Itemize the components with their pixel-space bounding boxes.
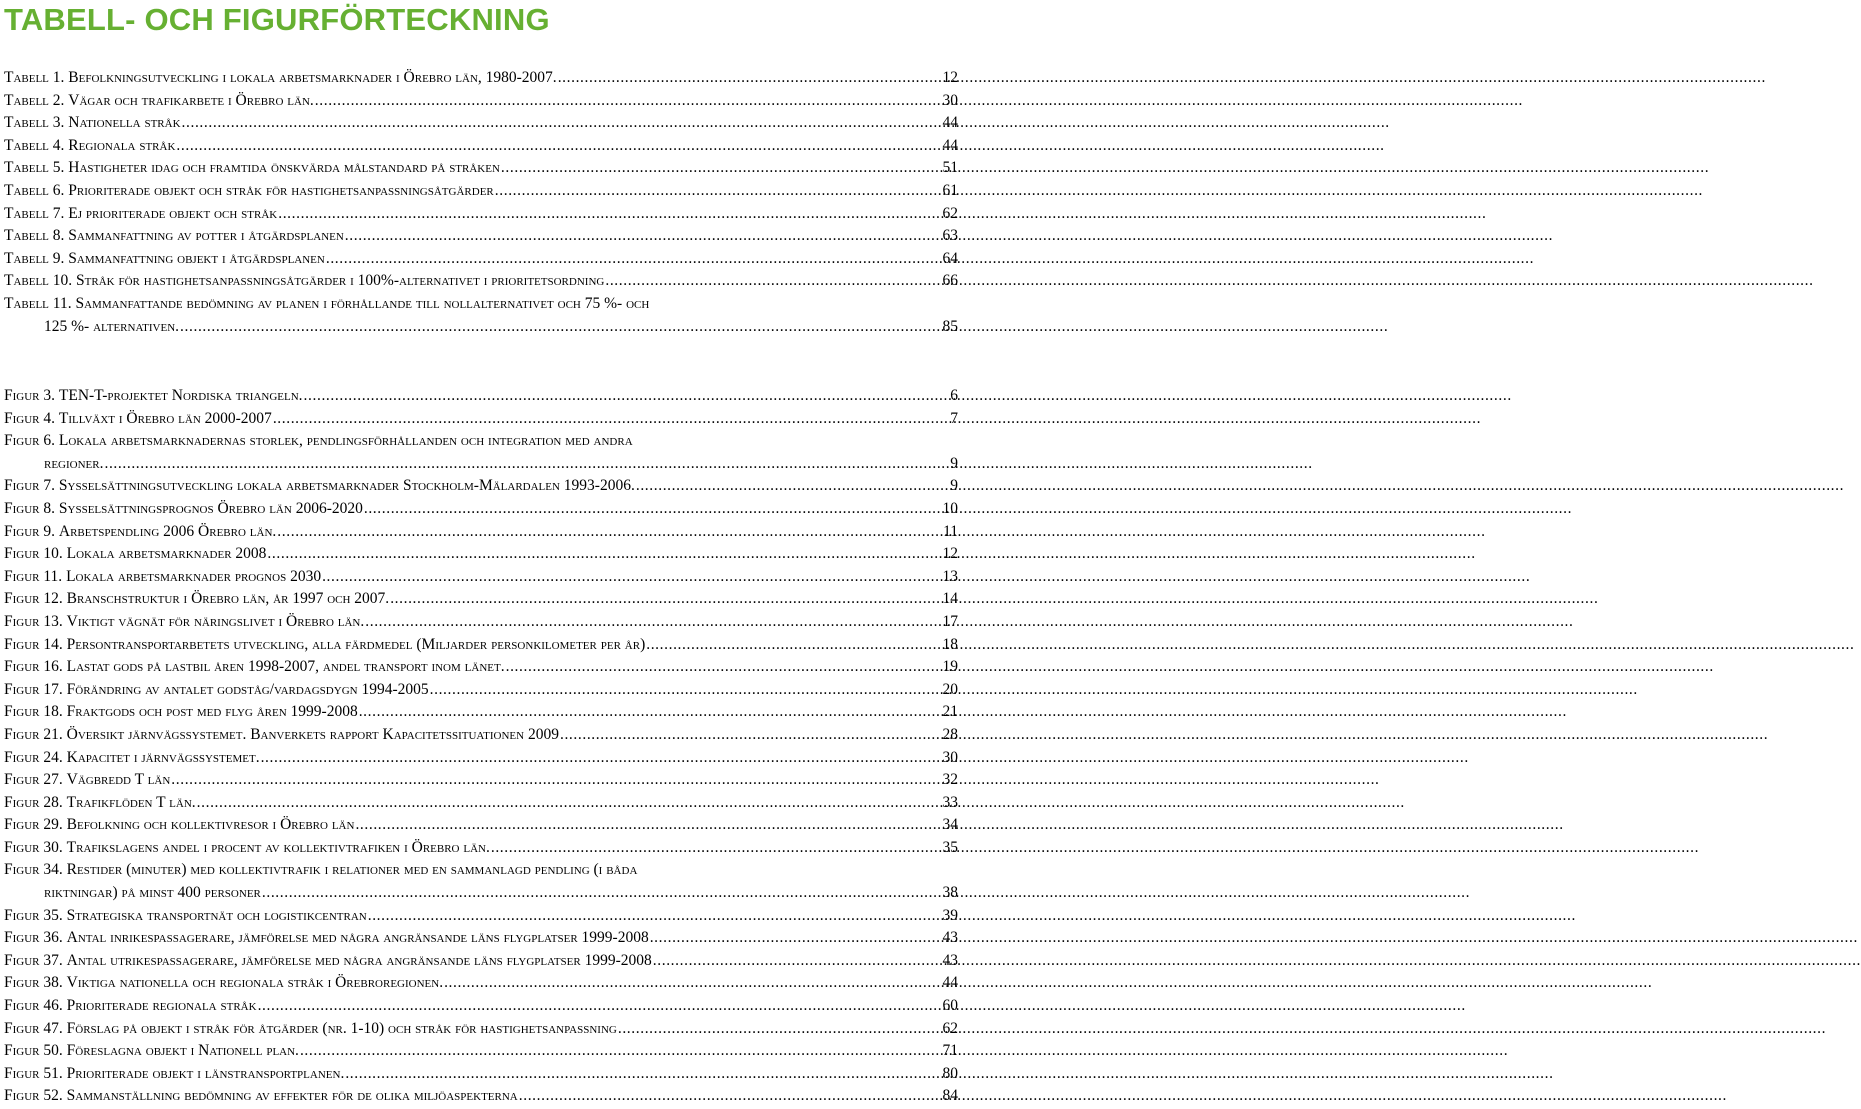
figure-entry[interactable] <box>4 430 958 475</box>
table-label: Tabell 11. <box>4 294 72 312</box>
figure-label: Figur 3. <box>4 387 56 404</box>
figure-title: Sysselsättningsutveckling lokala arbetsmarknader Stockholm-Mälardalen 1993-2006. <box>58 477 635 495</box>
dot-leader <box>345 225 942 248</box>
figure-title: Prioriterade regionala stråk <box>66 997 257 1015</box>
dot-leader <box>618 1018 942 1041</box>
dot-leader <box>519 1085 942 1108</box>
figure-entry[interactable] <box>4 701 958 724</box>
table-page-number: 85 <box>942 317 958 335</box>
figure-page-number: 32 <box>942 771 958 789</box>
figure-label: Figur 21. <box>4 725 63 743</box>
dot-leader <box>104 453 949 476</box>
figure-entry[interactable] <box>4 814 958 837</box>
dot-leader <box>171 769 941 792</box>
figure-entry[interactable] <box>4 588 958 611</box>
figure-entry[interactable] <box>4 972 958 995</box>
figure-page-number: 44 <box>942 974 958 992</box>
dot-leader <box>501 157 942 180</box>
figure-title: Förändring av antalet godståg/vardagsdygn 1994-2005 <box>66 680 429 698</box>
table-entry[interactable] <box>4 270 958 293</box>
table-label: Tabell 3. <box>4 114 65 132</box>
figure-title: Tillväxt i Örebro län 2000-2007 <box>58 409 272 427</box>
table-page-number: 51 <box>942 159 958 177</box>
figure-page-number: 21 <box>942 703 958 721</box>
dot-leader <box>491 837 942 860</box>
dot-leader <box>197 792 942 815</box>
figure-label: Figur 28. <box>4 793 63 811</box>
figure-page-number: 18 <box>942 635 958 653</box>
figure-page-number: 43 <box>942 929 958 947</box>
dot-leader <box>444 972 941 995</box>
dot-leader <box>364 498 942 521</box>
figure-title: Föreslagna objekt i Nationell plan. <box>66 1042 299 1060</box>
figure-title: Kapacitet i järnvägssystemet. <box>66 748 260 766</box>
figure-entry[interactable] <box>4 905 958 928</box>
table-entry[interactable] <box>4 157 958 180</box>
table-entry[interactable] <box>4 135 958 158</box>
dot-leader <box>636 475 949 498</box>
figure-label: Figur 4. <box>4 409 56 427</box>
table-label: Tabell 6. <box>4 181 65 199</box>
table-list <box>4 67 958 338</box>
figure-page-number: 10 <box>942 499 958 517</box>
dot-leader <box>273 408 949 431</box>
figure-page-number: 19 <box>942 658 958 676</box>
figure-title: Lokala arbetsmarknadernas storlek, pendlingsförhållanden och integration med andra <box>58 432 633 450</box>
figure-page-number: 43 <box>942 951 958 969</box>
table-page-number: 62 <box>942 204 958 222</box>
figure-entry[interactable] <box>4 498 958 521</box>
dot-leader <box>646 634 941 657</box>
figure-page-number: 80 <box>942 1064 958 1082</box>
dot-leader <box>278 203 941 226</box>
figure-label: Figur 8. <box>4 499 56 517</box>
figure-title-continued: riktningar) på minst 400 personer <box>44 884 261 902</box>
figure-entry[interactable] <box>4 927 958 950</box>
figure-entry[interactable] <box>4 475 958 498</box>
dot-leader <box>650 927 942 950</box>
figure-label: Figur 6. <box>4 432 56 450</box>
table-label: Tabell 10. <box>4 272 73 290</box>
figure-label: Figur 29. <box>4 816 63 834</box>
table-label: Tabell 9. <box>4 249 65 267</box>
figure-page-number: 38 <box>942 884 958 902</box>
figure-page-number: 34 <box>942 816 958 834</box>
figure-page-number: 6 <box>950 387 958 404</box>
figure-title: Lokala arbetsmarknader prognos 2030 <box>66 567 322 585</box>
figure-entry[interactable] <box>4 1085 958 1108</box>
figure-title: TEN-T-projektet Nordiska triangeln. <box>58 387 303 404</box>
dot-leader <box>261 747 942 770</box>
figure-label: Figur 18. <box>4 703 63 721</box>
figure-entry[interactable] <box>4 1040 958 1063</box>
figure-page-number: 84 <box>942 1087 958 1105</box>
figure-page-number: 11 <box>943 522 958 540</box>
figure-title: Branschstruktur i Örebro län, år 1997 och 2007. <box>66 590 390 608</box>
figure-title: Lokala arbetsmarknader 2008 <box>66 545 267 563</box>
dot-leader <box>368 905 942 928</box>
dot-leader <box>359 701 942 724</box>
figure-title: Antal utrikespassagerare, jämförelse med några angränsande läns flygplatser 1999-2008 <box>66 951 652 969</box>
figure-entry[interactable] <box>4 747 958 770</box>
figure-page-number: 9 <box>950 454 958 472</box>
figure-title: Prioriterade objekt i länstransportplanen. <box>66 1064 345 1082</box>
table-title: Stråk för hastighetsanpassningsåtgärder i 100%-alternativet i prioritetsordning <box>76 272 605 290</box>
dot-leader <box>262 882 942 905</box>
figure-label: Figur 12. <box>4 590 63 608</box>
figure-page-number: 28 <box>942 725 958 743</box>
figure-label: Figur 9. <box>4 522 56 540</box>
table-title: Ej prioriterade objekt och stråk <box>68 204 278 222</box>
table-label: Tabell 5. <box>4 159 65 177</box>
figure-page-number: 33 <box>942 793 958 811</box>
figure-page-number: 30 <box>942 748 958 766</box>
figure-page-number: 7 <box>950 409 958 427</box>
figure-label: Figur 52. <box>4 1087 63 1105</box>
figure-entry[interactable] <box>4 611 958 634</box>
figure-label: Figur 47. <box>4 1019 63 1037</box>
figure-entry[interactable] <box>4 769 958 792</box>
table-entry[interactable] <box>4 293 958 338</box>
table-page-number: 63 <box>942 227 958 245</box>
table-title: Befolkningsutveckling i lokala arbetsmarknader i Örebro län, 1980-2007. <box>68 69 557 86</box>
dot-leader <box>258 995 942 1018</box>
dot-leader <box>560 724 942 747</box>
figure-title: Befolkning och kollektivresor i Örebro län <box>66 816 355 834</box>
dot-leader <box>365 611 941 634</box>
figure-page-number: 12 <box>942 545 958 563</box>
dot-leader <box>315 90 942 113</box>
figure-title: Trafikflöden T län. <box>66 793 196 811</box>
table-entry[interactable] <box>4 112 958 135</box>
figure-label: Figur 35. <box>4 906 63 924</box>
figure-entry[interactable] <box>4 566 958 589</box>
table-page-number: 44 <box>942 114 958 132</box>
figure-title: Strategiska transportnät och logistikcentran <box>66 906 367 924</box>
figure-entry[interactable] <box>4 679 958 702</box>
figure-entry[interactable] <box>4 1063 958 1086</box>
dot-leader <box>277 521 942 544</box>
figure-entry[interactable] <box>4 385 958 408</box>
table-label: Tabell 1. <box>4 69 65 86</box>
table-title: Nationella stråk <box>68 114 181 132</box>
table-entry[interactable] <box>4 67 958 90</box>
dot-leader <box>267 543 941 566</box>
figure-page-number: 35 <box>942 838 958 856</box>
table-title: Vägar och trafikarbete i Örebro län. <box>68 91 314 109</box>
figure-title: Trafikslagens andel i procent av kollektivtrafiken i Örebro län. <box>66 838 490 856</box>
figure-label: Figur 16. <box>4 658 63 676</box>
figure-entry[interactable] <box>4 408 958 431</box>
figure-label: Figur 34. <box>4 861 63 879</box>
table-label: Tabell 8. <box>4 227 65 245</box>
figure-entry[interactable] <box>4 792 958 815</box>
dot-leader <box>495 180 942 203</box>
figure-page-number: 71 <box>942 1042 958 1060</box>
table-title: Sammanfattning av potter i åtgärdsplanen <box>68 227 344 245</box>
figure-list <box>4 385 958 1108</box>
table-title: Sammanfattning objekt i åtgärdsplanen <box>68 249 325 267</box>
dot-leader <box>605 270 941 293</box>
table-title: Prioriterade objekt och stråk för hastighetsanpassningsåtgärder <box>68 181 494 199</box>
figure-entry[interactable] <box>4 1018 958 1041</box>
figure-title: Förslag på objekt i stråk för åtgärder (nr. 1-10) och stråk för hastighetsanpassning <box>66 1019 617 1037</box>
dot-leader <box>300 1040 942 1063</box>
figure-label: Figur 14. <box>4 635 63 653</box>
figure-entry[interactable] <box>4 724 958 747</box>
figure-page-number: 13 <box>942 567 958 585</box>
dot-leader <box>558 67 942 90</box>
figure-label: Figur 30. <box>4 838 63 856</box>
figure-title: Översikt järnvägssystemet. Banverkets rapport Kapacitetssituationen 2009 <box>66 725 559 743</box>
figure-page-number: 20 <box>942 680 958 698</box>
figure-label: Figur 46. <box>4 997 63 1015</box>
table-title: Hastigheter idag och framtida önskvärda målstandard på stråken <box>68 159 500 177</box>
figure-page-number: 14 <box>942 590 958 608</box>
table-title: Sammanfattande bedömning av planen i förhållande till nollalternativet och 75 %- och <box>75 294 650 312</box>
dot-leader <box>430 679 942 702</box>
table-entry[interactable] <box>4 225 958 248</box>
figure-entry[interactable] <box>4 543 958 566</box>
dot-leader <box>506 656 942 679</box>
table-entry[interactable] <box>4 248 958 271</box>
figure-page-number: 60 <box>942 997 958 1015</box>
dot-leader <box>182 112 942 135</box>
table-page-number: 12 <box>942 69 958 86</box>
table-label: Tabell 4. <box>4 136 65 154</box>
dot-leader <box>345 1063 941 1086</box>
figure-title: Viktigt vägnät för näringslivet i Örebro län. <box>66 612 365 630</box>
dot-leader <box>653 950 942 973</box>
dot-leader <box>180 316 941 339</box>
table-page-number: 30 <box>942 91 958 109</box>
figure-label: Figur 36. <box>4 929 63 947</box>
table-page-number: 64 <box>942 249 958 267</box>
figure-title: Sammanställning bedömning av effekter för de olika miljöaspekterna <box>66 1087 518 1105</box>
figure-label: Figur 17. <box>4 680 63 698</box>
figure-page-number: 9 <box>950 477 958 495</box>
figure-page-number: 17 <box>942 612 958 630</box>
figure-label: Figur 27. <box>4 771 63 789</box>
figure-title: Sysselsättningsprognos Örebro län 2006-2020 <box>58 499 363 517</box>
figure-entry[interactable] <box>4 837 958 860</box>
figure-title: Lastat gods på lastbil åren 1998-2007, andel transport inom länet. <box>66 658 505 676</box>
figure-label: Figur 38. <box>4 974 63 992</box>
dot-leader <box>322 566 941 589</box>
table-page-number: 66 <box>942 272 958 290</box>
table-entry[interactable] <box>4 180 958 203</box>
figure-title: Fraktgods och post med flyg åren 1999-2008 <box>66 703 358 721</box>
figure-title: Arbetspendling 2006 Örebro län. <box>58 522 277 540</box>
table-entry[interactable] <box>4 90 958 113</box>
dot-leader <box>176 135 941 158</box>
table-label: Tabell 2. <box>4 91 65 109</box>
table-title-continued: 125 %- alternativen. <box>44 317 180 335</box>
dot-leader <box>326 248 942 271</box>
figure-page-number: 62 <box>942 1019 958 1037</box>
figure-label: Figur 7. <box>4 477 56 495</box>
figure-entry[interactable] <box>4 950 958 973</box>
figure-label: Figur 24. <box>4 748 63 766</box>
table-title: Regionala stråk <box>68 136 176 154</box>
table-label: Tabell 7. <box>4 204 65 222</box>
table-page-number: 44 <box>942 136 958 154</box>
figure-page-number: 39 <box>942 906 958 924</box>
figure-title: Vägbredd T län <box>66 771 171 789</box>
figure-entry[interactable] <box>4 634 958 657</box>
figure-label: Figur 11. <box>4 567 63 585</box>
figure-entry[interactable] <box>4 656 958 679</box>
table-entry[interactable] <box>4 203 958 226</box>
figure-label: Figur 10. <box>4 545 63 563</box>
figure-title: Viktiga nationella och regionala stråk i Örebroregionen. <box>66 974 444 992</box>
figure-title: Restider (minuter) med kollektivtrafik i relationer med en sammanlagd pendling (i båda <box>66 861 638 879</box>
table-page-number: 61 <box>942 181 958 199</box>
dot-leader <box>304 385 950 408</box>
figure-label: Figur 50. <box>4 1042 63 1060</box>
dot-leader <box>355 814 941 837</box>
figure-title: Antal inrikespassagerare, jämförelse med några angränsande läns flygplatser 1999-2008 <box>66 929 649 947</box>
figure-entry[interactable] <box>4 859 958 904</box>
dot-leader <box>390 588 941 611</box>
figure-entry[interactable] <box>4 995 958 1018</box>
figure-label: Figur 13. <box>4 612 63 630</box>
figure-entry[interactable] <box>4 521 958 544</box>
figure-title-continued: regioner. <box>44 454 104 472</box>
page-title: TABELL- OCH FIGURFÖRTECKNING <box>4 2 550 37</box>
figure-title: Persontransportarbetets utveckling, alla färdmedel (Miljarder personkilometer per år) <box>66 635 646 653</box>
figure-label: Figur 37. <box>4 951 63 969</box>
figure-label: Figur 51. <box>4 1064 63 1082</box>
